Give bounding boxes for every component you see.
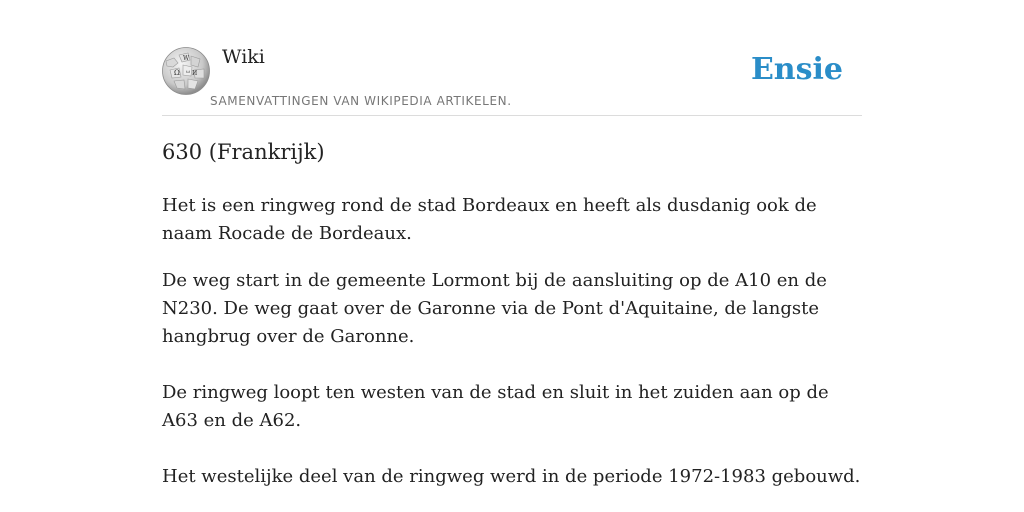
svg-text:W: W — [183, 55, 190, 62]
page-container — [162, 0, 862, 487]
article-paragraph: De weg start in de gemeente Lormont bij de aansluiting op de A10 en de N230. De weg gaat over de Garonne via de Pont d'Aquitaine, de langste hangbrug over de Garonne. De ringweg loopt ten westen van de stad en sluit in het zuiden aan op de A63 en de A62. Het westelijke deel van de ringweg werd in de periode 1972-1983 gebouwd. — [162, 270, 861, 487]
wikipedia-globe-icon[interactable] — [162, 47, 210, 95]
site-tagline: SAMENVATTINGEN VAN WIKIPEDIA ARTIKELEN. — [210, 94, 512, 108]
brand-logo-link[interactable]: Ensie — [750, 52, 843, 87]
svg-text:ω: ω — [186, 69, 191, 75]
article-body — [162, 192, 862, 510]
article-paragraph: Het is een ringweg rond de stad Bordeaux en heeft als dusdanig ook de naam Rocade de Bordeaux. — [162, 195, 817, 244]
site-label-link[interactable]: Wiki — [222, 46, 265, 68]
article-title: 630 (Frankrijk) — [162, 140, 325, 164]
site-header — [162, 0, 862, 116]
svg-text:И: И — [192, 70, 198, 77]
svg-text:Ω: Ω — [174, 69, 180, 77]
